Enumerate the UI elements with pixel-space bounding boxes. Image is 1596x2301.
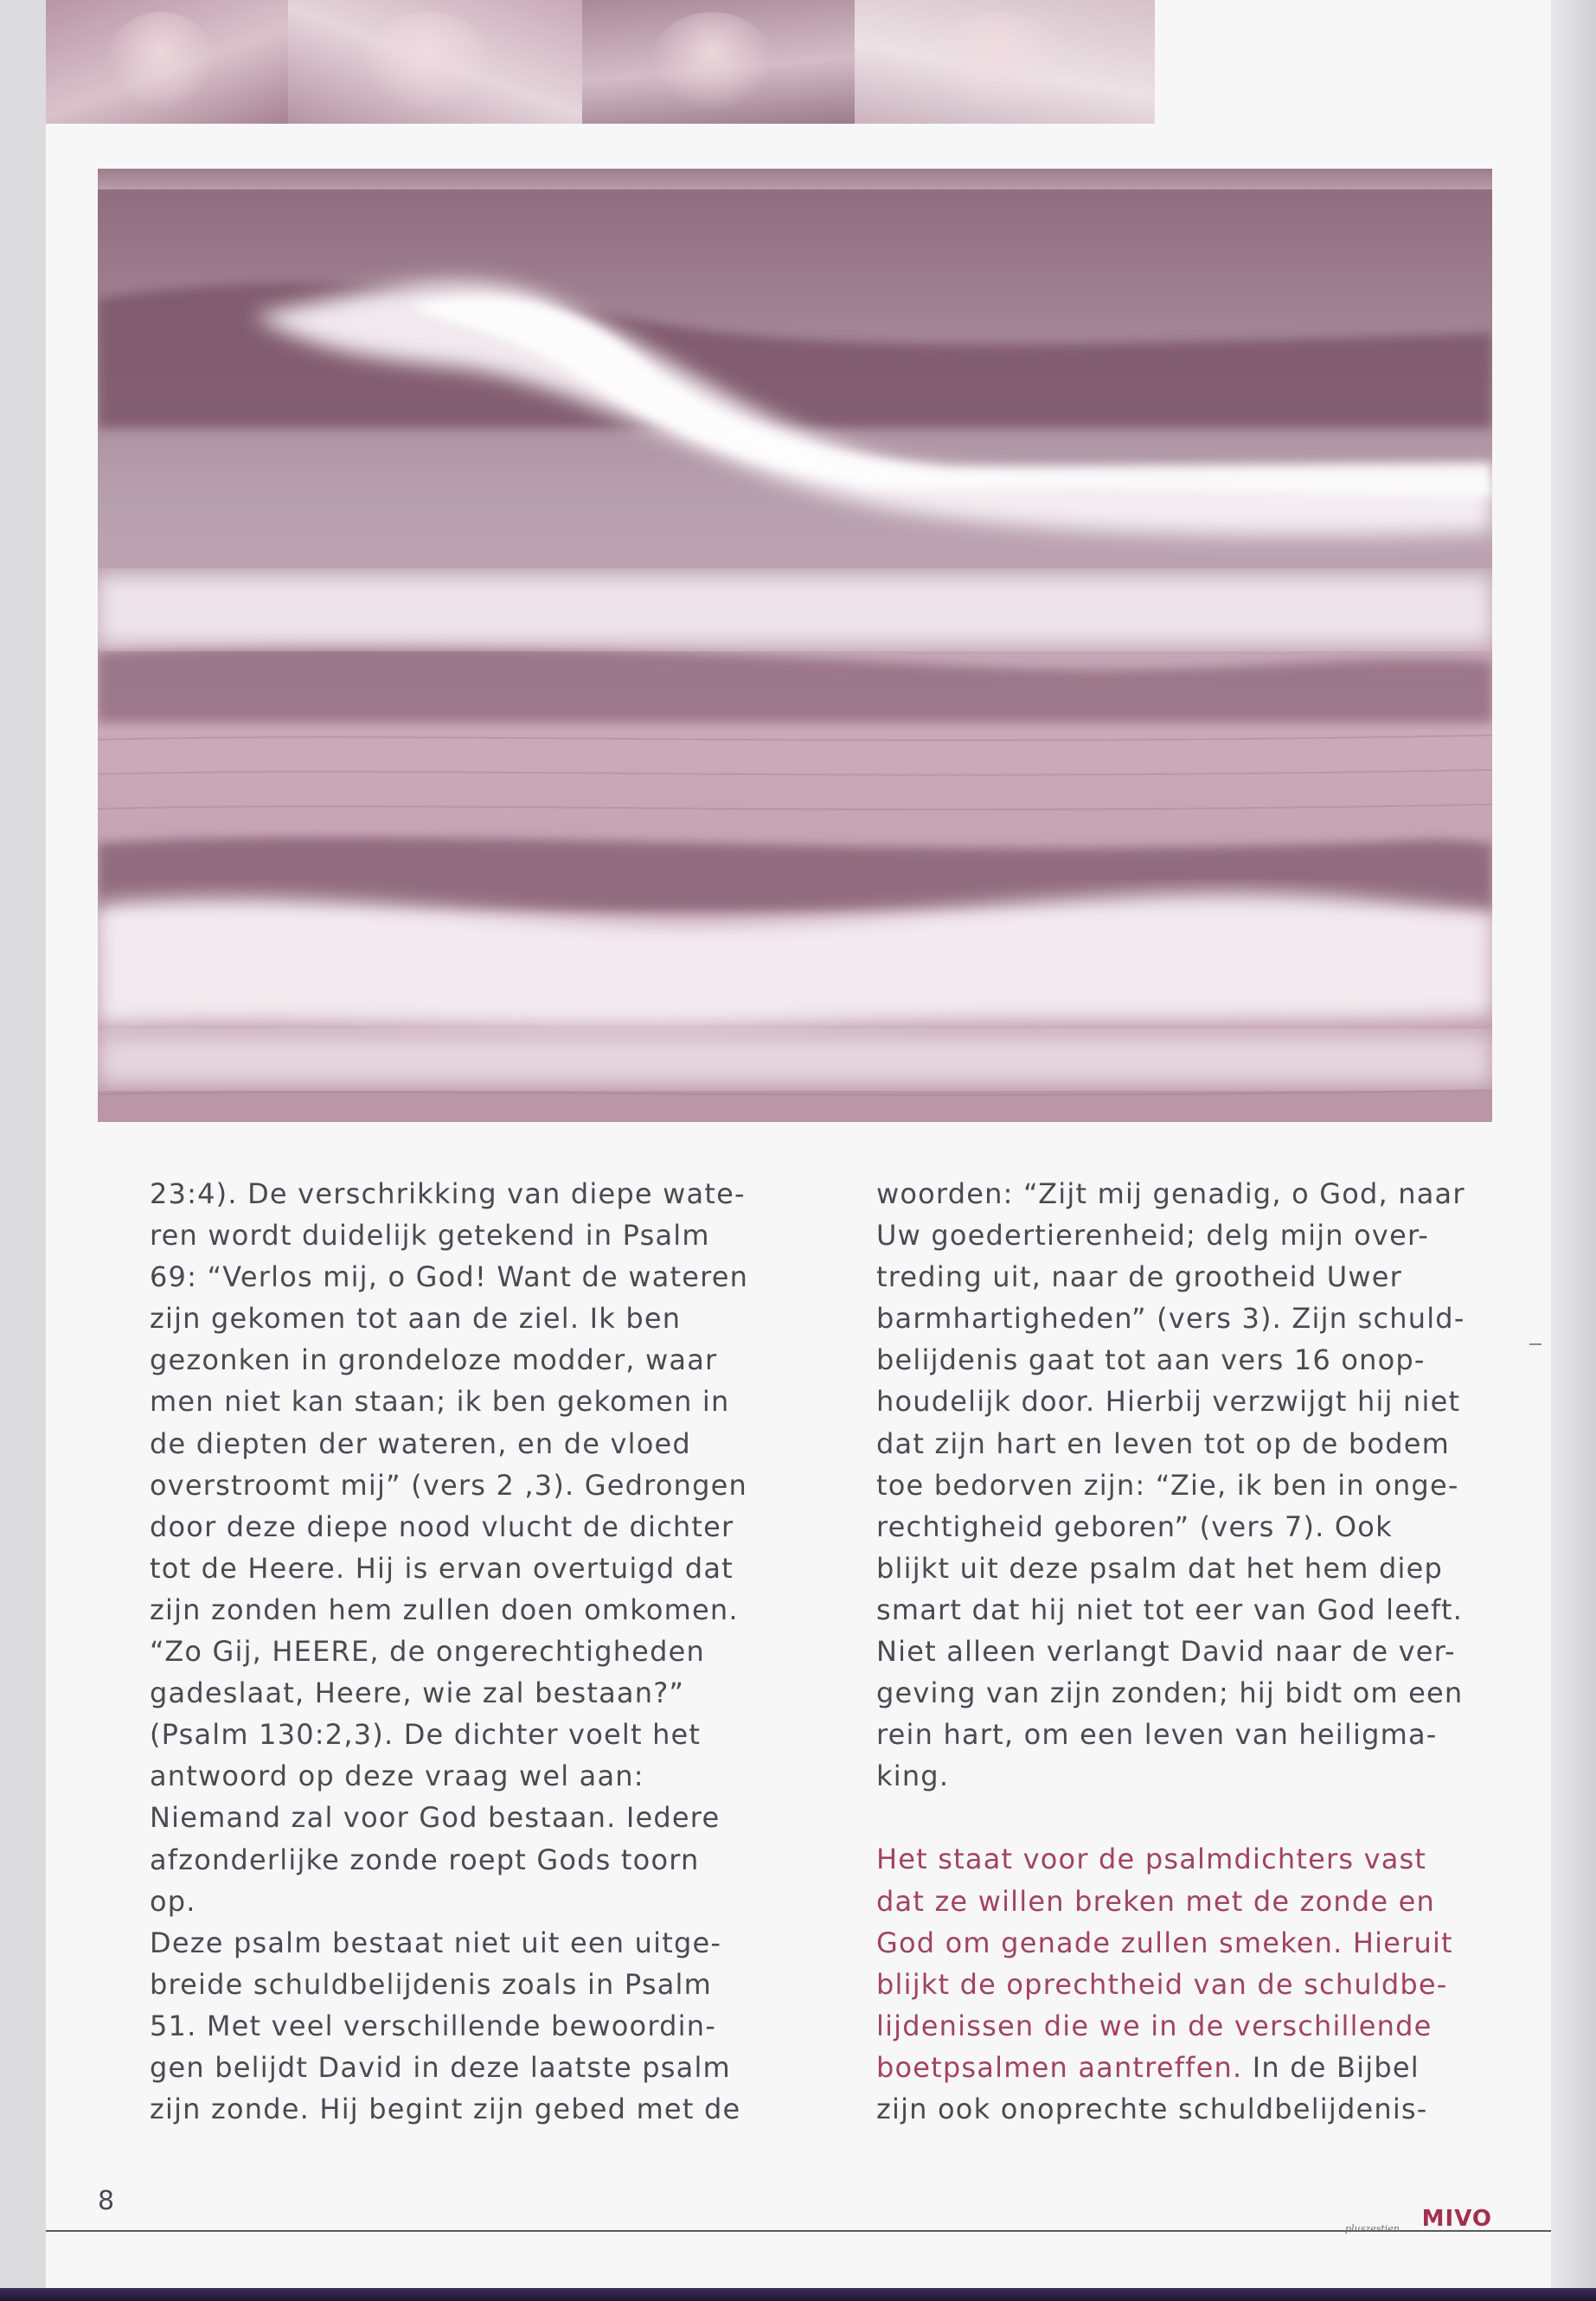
text-line: toe bedorven zijn: “Zie, ik ben in onge-: [876, 1468, 1459, 1502]
text-line: gadeslaat, Heere, wie zal bestaan?”: [150, 1676, 685, 1710]
top-photo-strip: [46, 0, 1155, 124]
text-line: zijn gekomen tot aan de ziel. Ik ben: [150, 1302, 682, 1336]
paragraph-gap: [876, 1797, 1534, 1838]
text-line: “Zo Gij, HEERE, de ongerechtigheden: [150, 1635, 705, 1669]
portrait-photo: [46, 0, 288, 124]
text-line: Niemand zal voor God bestaan. Iedere: [150, 1801, 721, 1835]
portrait-photo: [855, 0, 1155, 124]
logo-brand: MIVO: [1421, 2206, 1492, 2232]
plain-text: In de Bijbel: [1242, 2050, 1420, 2084]
text-line: blijkt uit deze psalm dat het hem diep: [876, 1551, 1444, 1585]
text-line: houdelijk door. Hierbij verzwijgt hij niet: [876, 1385, 1461, 1419]
text-line: zijn zonden hem zullen doen omkomen.: [150, 1593, 739, 1626]
text-line: zijn zonde. Hij begint zijn gebed met de: [150, 2093, 741, 2126]
text-line: dat zijn hart en leven tot op de bodem: [876, 1426, 1450, 1460]
text-line: afzonderlijke zonde roept Gods toorn: [150, 1843, 700, 1876]
text-line: zijn ook onoprechte schuldbelijdenis-: [876, 2092, 1428, 2125]
page-number: 8: [98, 2186, 115, 2216]
footer-divider: [46, 2230, 1551, 2232]
text-line: Uw goedertierenheid; delg mijn over-: [876, 1219, 1430, 1253]
text-line: men niet kan staan; ik ben gekomen in: [150, 1385, 730, 1419]
ocean-waves-photo: [98, 169, 1492, 1122]
margin-mark: [1529, 1343, 1542, 1345]
text-line: treding uit, naar de grootheid Uwer: [876, 1260, 1402, 1294]
portrait-photo: [582, 0, 855, 124]
text-line: geving van zijn zonden; hij bidt om een: [876, 1676, 1464, 1710]
highlight-line: God om genade zullen smeken. Hieruit: [876, 1926, 1453, 1959]
text-line: gezonken in grondeloze modder, waar: [150, 1343, 718, 1377]
highlight-line: dat ze willen breken met de zonde en: [876, 1884, 1436, 1918]
text-line: smart dat hij niet tot eer van God leeft.: [876, 1593, 1464, 1626]
text-line: rein hart, om een leven van heiligma-: [876, 1718, 1438, 1752]
highlight-line: blijkt de oprechtheid van de schuldbe-: [876, 1967, 1448, 2001]
text-line: gen belijdt David in deze laatste psalm: [150, 2050, 731, 2084]
text-line: ren wordt duidelijk getekend in Psalm: [150, 1219, 710, 1253]
text-line: (Psalm 130:2,3). De dichter voelt het: [150, 1718, 702, 1752]
text-line: op.: [150, 1884, 196, 1918]
text-line: door deze diepe nood vlucht de dichter: [150, 1509, 734, 1543]
text-line: breide schuldbelijdenis zoals in Psalm: [150, 1967, 712, 2001]
text-line: barmhartigheden” (vers 3). Zijn schuld-: [876, 1302, 1465, 1336]
text-line: antwoord op deze vraag wel aan:: [150, 1759, 644, 1793]
text-line: Deze psalm bestaat niet uit een uitge-: [150, 1926, 722, 1959]
text-line: overstroomt mij” (vers 2 ,3). Gedrongen: [150, 1468, 747, 1502]
page-edge: [1551, 0, 1596, 2301]
highlight-text: boetpsalmen aantreffen.: [876, 2050, 1243, 2084]
text-line: king.: [876, 1759, 950, 1793]
text-column-left: [150, 1173, 807, 2130]
text-line: [876, 2047, 1534, 2088]
text-line: woorden: “Zijt mij genadig, o God, naar: [876, 1177, 1465, 1210]
logo-subtitle: pluszestien: [1345, 2223, 1400, 2234]
text-line: rechtigheid geboren” (vers 7). Ook: [876, 1509, 1393, 1543]
text-line: 23:4). De verschrikking van diepe wate-: [150, 1177, 746, 1210]
magazine-logo: [1345, 2206, 1492, 2235]
bottom-edge: [0, 2288, 1596, 2301]
highlight-line: lijdenissen die we in de verschillende: [876, 2009, 1433, 2042]
text-line: 69: “Verlos mij, o God! Want de wateren: [150, 1260, 749, 1294]
highlight-line: Het staat voor de psalmdichters vast: [876, 1843, 1427, 1876]
portrait-photo: [288, 0, 582, 124]
text-column-right: [876, 1173, 1534, 2130]
text-line: tot de Heere. Hij is ervan overtuigd dat: [150, 1551, 734, 1585]
text-line: Niet alleen verlangt David naar de ver-: [876, 1635, 1456, 1669]
text-line: de diepten der wateren, en de vloed: [150, 1426, 691, 1460]
text-line: 51. Met veel verschillende bewoordin-: [150, 2009, 716, 2042]
text-line: belijdenis gaat tot aan vers 16 onop-: [876, 1343, 1426, 1377]
